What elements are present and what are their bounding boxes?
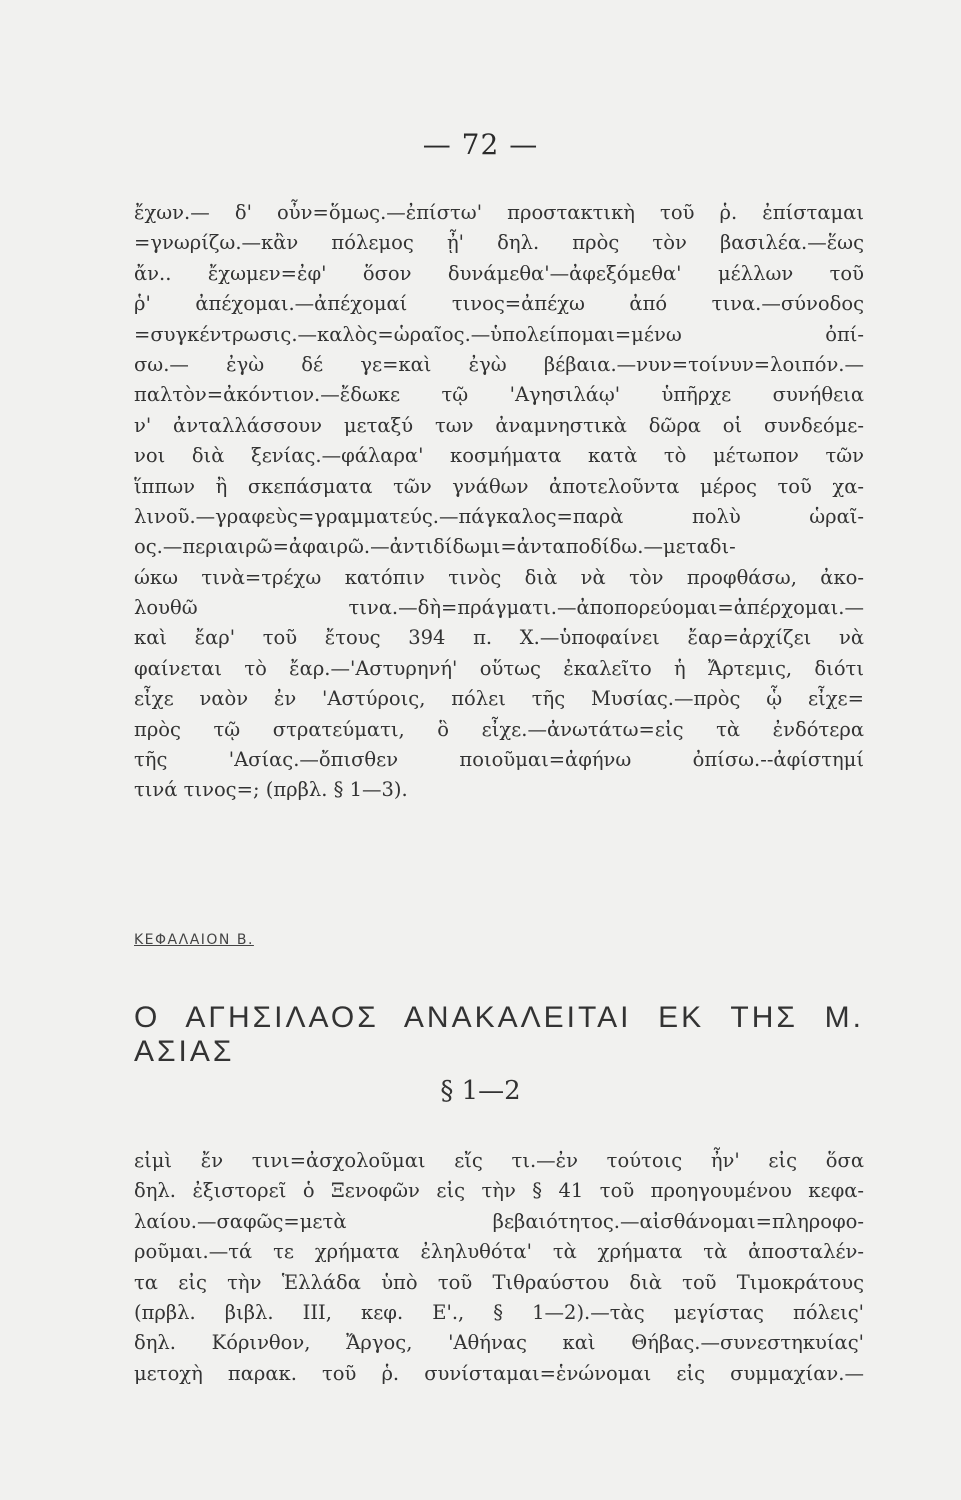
text-line: νοι διὰ ξενίας.—φάλαρα' κοσμήματα κατὰ τὸ μέτωπον τῶν [134,444,864,468]
text-line: ῥ' ἀπέχομαι.—ἀπέχομαί τινος=ἀπέχω ἀπό τινα.—σύνοδος [134,292,864,316]
section-mark: § 1—2 [440,1076,521,1106]
chapter-title: Ο ΑΓΗΣΙΛΑΟΣ ΑΝΑΚΑΛΕΙΤΑΙ ΕΚ ΤΗΣ Μ. ΑΣΙΑΣ [134,1001,864,1068]
text-line: δηλ. ἐξιστορεῖ ὁ Ξενοφῶν εἰς τὴν § 41 τοῦ προηγουμένου κεφα- [134,1179,864,1203]
text-line: παλτὸν=ἀκόντιον.—ἔδωκε τῷ 'Αγησιλάῳ' ὑπῆρχε συνήθεια [134,383,864,407]
text-line: σω.— ἐγὼ δέ γε=καὶ ἐγὼ βέβαια.—νυν=τοίνυν=λοιπόν.— [134,352,864,376]
text-line: =συγκέντρωσις.—καλὸς=ὡραῖος.—ὑπολείπομαι=μένω ὀπί- [134,322,864,346]
text-line: (πρβλ. βιβλ. III, κεφ. Ε'., § 1—2).—τὰς μεγίστας πόλεις' [134,1300,864,1324]
text-line: εἰμὶ ἔν τινι=ἀσχολοῦμαι εἴς τι.—ἐν τούτοις ἦν' εἰς ὅσα [134,1149,864,1172]
page-number: — 72 — [422,128,539,161]
text-line: τῆς 'Ασίας.—ὄπισθεν ποιοῦμαι=ἀφήνω ὀπίσω.--ἀφίστημί [134,748,864,772]
text-line: =γνωρίζω.—κἂν πόλεμος ᾖ' δηλ. πρὸς τὸν βασιλέα.—ἕως [134,231,864,255]
commentary-block-1 [134,198,864,806]
text-line: λουθῶ τινα.—δὴ=πράγματι.—ἀποπορεύομαι=ἀπέρχομαι.— [134,596,864,620]
text-line: ἵππων ἢ σκεπάσματα τῶν γνάθων ἀποτελοῦντα μέρος τοῦ χα- [134,474,864,498]
chapter-label: ΚΕΦΑΛΑΙΟΝ Β. [134,932,254,948]
text-line: τινά τινος=; (πρβλ. § 1—3). [134,778,408,802]
text-line: πρὸς τῷ στρατεύματι, ὃ εἶχε.—ἀνωτάτω=εἰς τὰ ἐνδότερα [134,717,864,741]
text-line: ος.—περιαιρῶ=ἀφαιρῶ.—ἀντιδίδωμι=ἀνταποδίδω.—μεταδι- [134,535,736,559]
text-line: δηλ. Κόρινθον, Ἄργος, 'Αθήνας καὶ Θήβας.—συνεστηκυίας' [134,1331,864,1355]
text-line: μετοχὴ παρακ. τοῦ ῥ. συνίσταμαι=ἑνώνομαι εἰς συμμαχίαν.— [134,1361,864,1385]
text-line: φαίνεται τὸ ἔαρ.—'Αστυρηνή' οὕτως ἐκαλεῖτο ἡ Ἄρτεμις, διότι [134,656,864,680]
text-line: τα εἰς τὴν Ἑλλάδα ὑπὸ τοῦ Τιθραύστου διὰ τοῦ Τιμοκράτους [134,1270,864,1294]
text-line: ἄν.. ἔχωμεν=ἐφ' ὅσον δυνάμεθα'—ἀφεξόμεθα' μέλλων τοῦ [134,261,864,285]
text-line: εἶχε ναὸν ἐν 'Αστύροις, πόλει τῆς Μυσίας.—πρὸς ᾧ εἶχε= [134,687,864,711]
text-line: ώκω τινὰ=τρέχω κατόπιν τινὸς διὰ νὰ τὸν προφθάσω, ἀκο- [134,565,864,589]
text-line: ν' ἀνταλλάσσουν μεταξύ των ἀναμνηστικὰ δῶρα οἱ συνδεόμε- [134,413,864,437]
text-line: ροῦμαι.—τά τε χρήματα ἐληλυθότα' τὰ χρήματα τὰ ἀποσταλέν- [134,1240,864,1264]
text-line: λαίου.—σαφῶς=μετὰ βεβαιότητος.—αἰσθάνομαι=πληροφο- [134,1209,864,1233]
text-line: λινοῦ.—γραφεὺς=γραμματεύς.—πάγκαλος=παρὰ πολὺ ὡραῖ- [134,504,864,528]
commentary-block-2 [134,1146,864,1389]
text-line: ἔχων.— δ' οὖν=ὅμως.—ἐπίστω' προστακτικὴ τοῦ ῥ. ἐπίσταμαι [134,201,864,224]
text-line: καὶ ἔαρ' τοῦ ἔτους 394 π. Χ.—ὑποφαίνει ἔαρ=ἀρχίζει νὰ [134,626,864,650]
